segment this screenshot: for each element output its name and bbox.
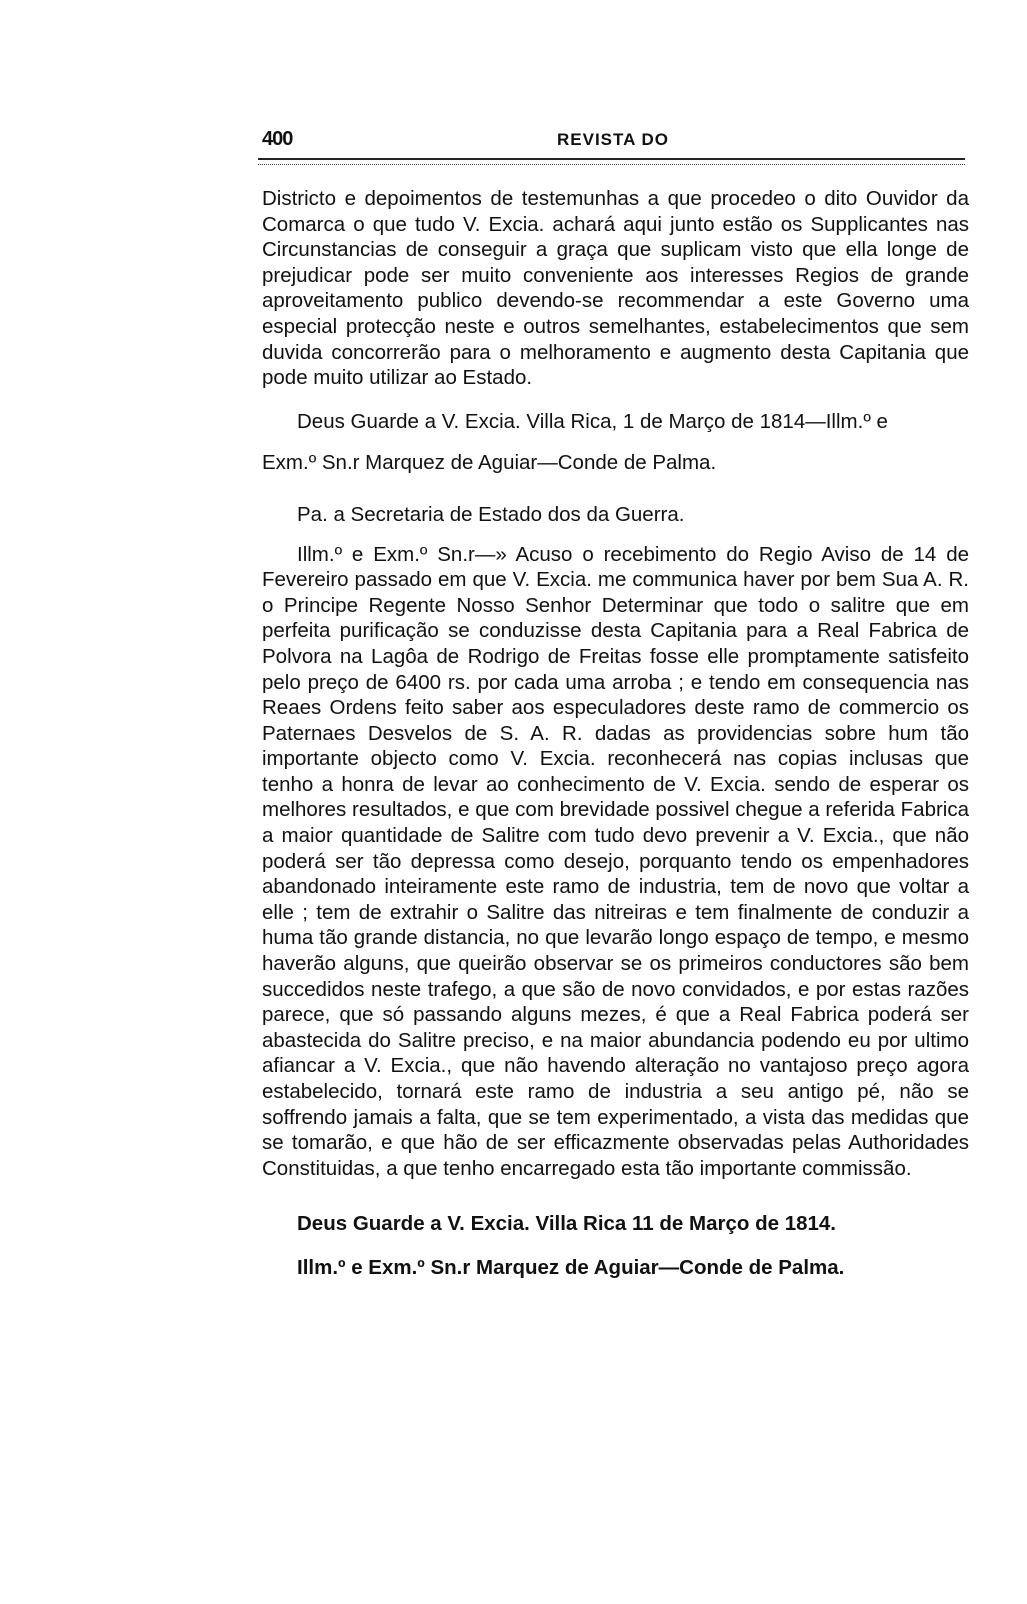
closing-line-2: Deus Guarde a V. Excia. Villa Rica 11 de Março de 1814.	[297, 1212, 836, 1236]
paragraph-continuation: Districto e depoimentos de testemunhas a que procedeo o dito Ouvidor da Comarca o que tudo V. Excia. achará aqui junto estão os Supplicantes nas Circunstancias de conseguir a graça que suplicam visto que ella longe de prejudicar pode ser muito conveniente aos interesses Regios de grande aproveitamento publico devendo-se recommendar a este Governo uma especial protecção neste e outros semelhantes, estabelecimentos que sem duvida concorrerão para o melhoramento e augmento desta Capitania que pode muito utilizar ao Estado.	[262, 187, 969, 390]
page-header	[262, 128, 969, 152]
running-head: REVISTA DO	[557, 130, 670, 149]
letter-heading: Pa. a Secretaria de Estado dos da Guerra.	[297, 502, 685, 526]
letter-body: Illm.º e Exm.º Sn.r—» Acuso o recebimento do Regio Aviso de 14 de Fevereiro passado em que V. Excia. me communica haver por bem Sua A. R. o Principe Regente Nosso Senhor Determinar que todo o salitre que em perfeita purificação se conduzisse desta Capitania para a Real Fabrica de Polvora na Lagôa de Rodrigo de Freitas fosse elle promptamente satisfeito pelo preço de 6400 rs. por cada uma arroba ; e tendo em consequencia nas Reaes Ordens feito saber aos especuladores deste ramo de commercio os Paternaes Desvelos de S. A. R. dadas as providencias sobre hum tão importante objecto como V. Excia. reconhecerá nas copias inclusas que tenho a honra de levar ao conhecimento de V. Excia. sendo de esperar os melhores resultados, e que com brevidade possivel chegue a referida Fabrica a maior quantidade de Salitre com tudo devo prevenir a V. Excia., que não poderá ser tão depressa como desejo, porquanto tendo os empenhadores abandonado inteiramente este ramo de industria, tem de novo que voltar a elle ; tem de extrahir o Salitre das nitreiras e tem finalmente de conduzir a huma tão grande distancia, no que levarão longo espaço de tempo, e mesmo haverão alguns, que queirão observar se os primeiros conductores são bem succedidos neste trafego, a que são de novo convidados, e por estas razões parece, que só passando alguns mezes, é que a Real Fabrica poderá ser abastecida do Salitre preciso, e na maior abundancia podendo eu por ultimo afiancar a V. Excia., que não havendo alteração no vantajoso preço agora estabelecido, tornará este ramo de industria a seu antigo pé, não se soffrendo jamais a falta, que se tem experimentado, a vista das medidas que se tomarão, e que hão de ser efficazmente observadas pelas Authoridades Constituidas, a que tenho encarregado esta tão importante commissão.	[262, 542, 969, 1180]
header-rule	[258, 158, 965, 165]
closing-line: Deus Guarde a V. Excia. Villa Rica, 1 de Março de 1814—Illm.º e	[297, 409, 888, 433]
body-text	[262, 186, 969, 1281]
page-number: 400	[262, 128, 293, 150]
addressee-line: Exm.º Sn.r Marquez de Aguiar—Conde de Palma.	[262, 451, 717, 475]
addressee-line-2: Illm.º e Exm.º Sn.r Marquez de Aguiar—Conde de Palma.	[297, 1255, 845, 1279]
